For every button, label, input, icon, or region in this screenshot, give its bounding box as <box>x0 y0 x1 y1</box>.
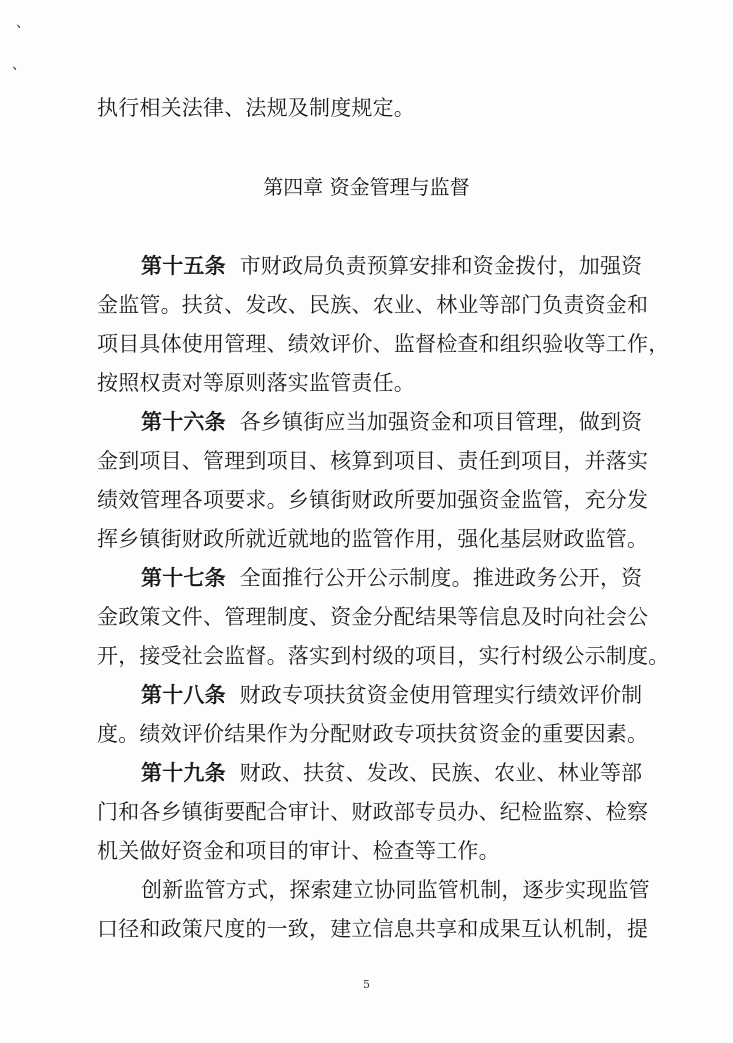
article-16-first-line <box>141 410 681 434</box>
article-label: 第十六条 <box>141 409 226 434</box>
article-text: 财政专项扶贫资金使用管理实行绩效评价制 <box>239 683 643 707</box>
article-label: 第十八条 <box>141 682 226 707</box>
final-paragraph-line: 口径和政策尺度的一致，建立信息共享和成果互认机制，提 <box>97 917 649 941</box>
article-text: 财政、扶贫、发改、民族、农业、林业等部 <box>239 761 643 785</box>
article-16-line: 金到项目、管理到项目、核算到项目、责任到项目，并落实 <box>97 449 649 473</box>
scan-mark: 、 <box>16 15 30 31</box>
article-19-line: 机关做好资金和项目的审计、检查等工作。 <box>97 839 500 863</box>
article-text: 市财政局负责预算安排和资金拨付，加强资 <box>239 254 643 278</box>
article-17-line: 开，接受社会监督。落实到村级的项目，实行村级公示制度。 <box>97 644 670 668</box>
article-18-line: 度。绩效评价结果作为分配财政专项扶贫资金的重要因素。 <box>97 722 649 746</box>
previous-article-tail: 执行相关法律、法规及制度规定。 <box>97 96 415 120</box>
article-label: 第十九条 <box>141 760 226 785</box>
article-label: 第十七条 <box>141 565 226 590</box>
article-15-first-line <box>141 254 681 278</box>
article-19-line: 门和各乡镇街要配合审计、财政部专员办、纪检监察、检察 <box>97 800 649 824</box>
chapter-title: 第四章 资金管理与监督 <box>263 175 470 199</box>
page-number: 5 <box>363 978 370 991</box>
article-17-first-line <box>141 566 681 590</box>
article-text: 全面推行公开公示制度。推进政务公开，资 <box>239 566 643 590</box>
final-paragraph-first-line: 创新监管方式，探索建立协同监管机制，逐步实现监管 <box>141 878 650 902</box>
article-15-line: 按照权责对等原则落实监管责任。 <box>97 371 415 395</box>
article-16-line: 绩效管理各项要求。乡镇街财政所要加强资金监管，充分发 <box>97 488 649 512</box>
article-16-line: 挥乡镇街财政所就近就地的监管作用，强化基层财政监管。 <box>97 527 649 551</box>
article-text: 各乡镇街应当加强资金和项目管理，做到资 <box>239 410 643 434</box>
article-label: 第十五条 <box>141 253 226 278</box>
article-17-line: 金政策文件、管理制度、资金分配结果等信息及时向社会公 <box>97 605 649 629</box>
article-18-first-line <box>141 683 681 707</box>
article-15-line: 金监管。扶贫、发改、民族、农业、林业等部门负责资金和 <box>97 293 649 317</box>
article-19-first-line <box>141 761 681 785</box>
scan-mark: 、 <box>12 57 26 73</box>
article-15-line: 项目具体使用管理、绩效评价、监督检查和组织验收等工作， <box>97 332 670 356</box>
